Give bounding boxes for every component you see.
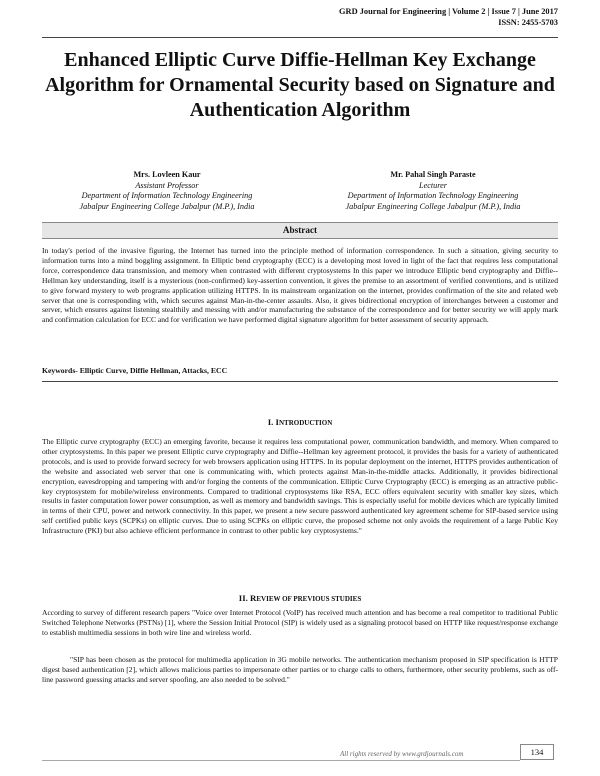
issn: ISSN: 2455-5703 bbox=[498, 18, 558, 27]
journal-info: GRD Journal for Engineering | Volume 2 | Issue 7 | June 2017 bbox=[339, 7, 558, 16]
section-divider bbox=[42, 381, 558, 382]
section-number: I. bbox=[267, 417, 274, 427]
review-text: "SIP has been chosen as the protocol for multimedia application in 3G mobile networks. The authentication mechanism proposed in SIP specification is HTTP digest based authentication [2], which allows malicious parties to impersonate other parties or to charge calls to others, furthermore, other security problems, such as off-line password guessing attacks and server spoofing, are also needed to be solved." bbox=[42, 655, 558, 684]
author-institution: Jabalpur Engineering College Jabalpur (M.P.), India bbox=[79, 201, 255, 211]
author-name: Mr. Pahal Singh Paraste bbox=[390, 170, 476, 179]
keywords: Keywords- Elliptic Curve, Diffie Hellman, Attacks, ECC bbox=[42, 366, 228, 375]
paper-title: Enhanced Elliptic Curve Diffie-Hellman Key Exchange Algorithm for Ornamental Security based on Signature and Authentication Algorithm bbox=[45, 49, 555, 121]
header-rule bbox=[42, 37, 558, 38]
abstract-text: In today's period of the invasive figuring, the Internet has turned into the principle method of information correspondence. In such a situation, giving security to information turns into a mind boggling assignment. In Elliptic bend cryptography (ECC) is a developing most loved in light of the fact that requires less computational force, correspondence data transmission, and memory when contrasted with different cryptosystems In this paper we introduce Elliptic bend cryptography and Diffie--Hellman key understanding, itself is a mysterious (non-confirmed) key-assertion convention, it gives the premise to an assortment of verified conventions, and is utilized to give forward mystery to web programs application utilizing HTTPS. In its mainstream organization on the internet, provides confirmation of the site and related web server that one is corresponding with, which secures against Man-in-the-center assaults. Also, it gives bidirectional encryption of interchanges between a customer and server, which ensures against listening stealthily and messing with and/or manufacturing the substance of the correspondence and for better security we will apply mark and confirmation calculation for ECC and for verification we have performed digital signature algorithm for better assessment of security approach. bbox=[42, 246, 558, 325]
author-block bbox=[42, 170, 292, 212]
review-text: According to survey of different research papers "Voice over Internet Protocol (VoIP) has received much attention and has become a real competitor to traditional Public Switched Telephone Networks (PSTNs) [1], where the Session Initial Protocol (SIP) is widely used as a signaling protocol based on HTTP like request/response exchange to establish multimedia sessions in both wire line and wireless world. bbox=[42, 608, 558, 637]
author-role: Assistant Professor bbox=[135, 180, 199, 190]
author-name: Mrs. Lovleen Kaur bbox=[133, 170, 201, 179]
author-institution: Jabalpur Engineering College Jabalpur (M.P.), India bbox=[345, 201, 521, 211]
author-block bbox=[308, 170, 558, 212]
author-department: Department of Information Technology Engineering bbox=[347, 191, 519, 200]
section-heading-review: II. REVIEW OF PREVIOUS STUDIES bbox=[238, 593, 362, 603]
section-number: II. bbox=[238, 593, 248, 603]
author-department: Department of Information Technology Engineering bbox=[81, 191, 253, 200]
footer-rule bbox=[42, 760, 520, 761]
section-heading-introduction: I. INTRODUCTION bbox=[267, 417, 333, 427]
footer-copyright: All rights reserved by www.grdjournals.com bbox=[340, 750, 464, 758]
journal-header bbox=[339, 6, 558, 28]
author-role: Lecturer bbox=[419, 180, 447, 190]
introduction-text: The Elliptic curve cryptography (ECC) an emerging favorite, because it requires less computational power, communication bandwidth, and memory. When compared to other cryptosystems. In this paper we present Elliptic curve cryptography and Diffie--Hellman key agreement protocol, it provides the basis for a variety of authenticated protocols, and is used to provide forward secrecy for web browsers application using HTTPS. In its popular deployment on the internet, HTTPS provides authentication of the website and associated web server that one is communicating with, which protects against Man-in-the-middle attacks. Additionally, it provides bidirectional encryption, eavesdropping and tampering with and/or forging the contents of the communication. Elliptic Curve Cryptography (ECC) is emerging as an attractive public-key cryptosystem for mobile/wireless environments. Compared to traditional cryptosystems like RSA, ECC offers equivalent security with smaller key sizes, which results in faster computation lower power consumption, as well as memory and bandwidth savings. This is especially useful for mobile devices which are typically limited in terms of their CPU, power and network connectivity. In this paper, we present a new secure password authenticated key agreement scheme for SIP-based service using self certified public keys (SCPKs) on elliptic curves. Due to using SCPKs on elliptic curve, the proposed scheme not only avoids the requirement of a large Public Key Infrastructure (PKI) but also achieve efficient performance in contrast to other public key cryptosystems." bbox=[42, 437, 558, 536]
page-number: 134 bbox=[520, 744, 554, 760]
abstract-heading-bar bbox=[42, 222, 558, 239]
abstract-heading: Abstract bbox=[282, 225, 318, 235]
